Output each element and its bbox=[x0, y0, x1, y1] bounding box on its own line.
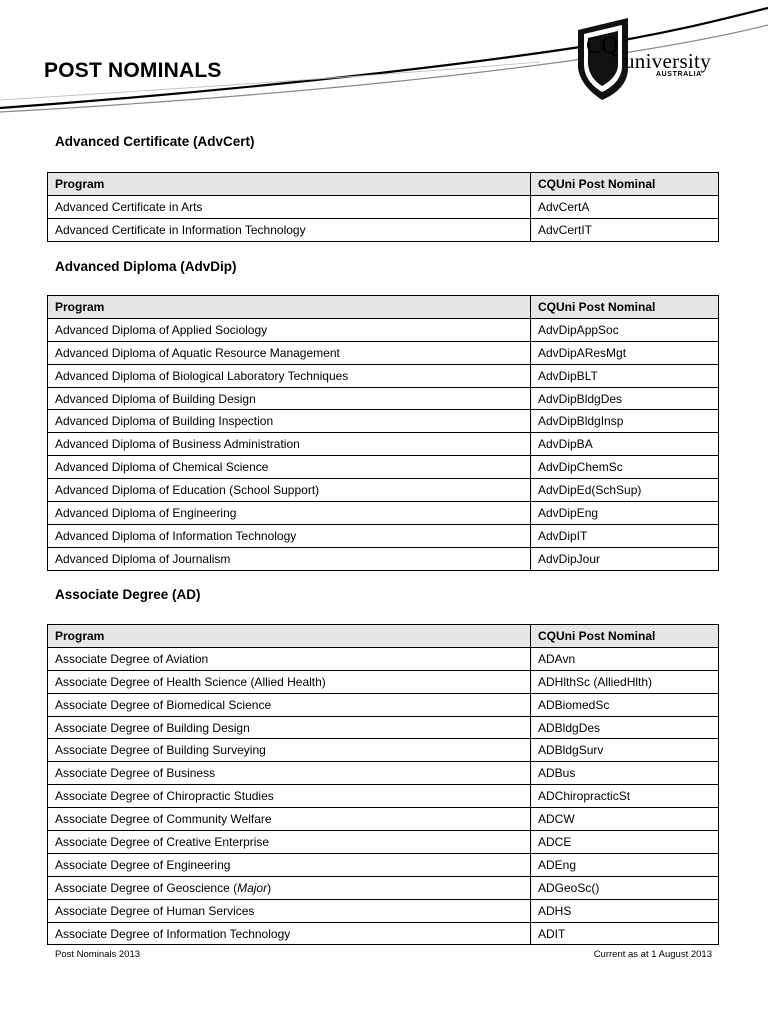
program-cell: Associate Degree of Business bbox=[48, 762, 531, 785]
post-nominal-cell: ADEng bbox=[531, 853, 719, 876]
table-header-row bbox=[48, 296, 719, 319]
logo-country-text: AUSTRALIA bbox=[656, 71, 702, 78]
program-cell: Associate Degree of Health Science (Allied Health) bbox=[48, 670, 531, 693]
table-advdip bbox=[47, 295, 719, 571]
footer-document-name: Post Nominals 2013 bbox=[55, 949, 141, 960]
program-cell: Associate Degree of Building Surveying bbox=[48, 739, 531, 762]
table-row bbox=[48, 670, 719, 693]
table-row bbox=[48, 899, 719, 922]
post-nominal-cell: ADCE bbox=[531, 831, 719, 854]
post-nominal-cell: AdvDipEng bbox=[531, 502, 719, 525]
section-heading-advcert: Advanced Certificate (AdvCert) bbox=[55, 134, 255, 149]
post-nominal-cell: AdvDipBldgInsp bbox=[531, 410, 719, 433]
column-header-post-nominal: CQUni Post Nominal bbox=[531, 173, 719, 196]
program-cell: Advanced Diploma of Applied Sociology bbox=[48, 318, 531, 341]
program-cell: Associate Degree of Building Design bbox=[48, 716, 531, 739]
post-nominal-cell: ADBus bbox=[531, 762, 719, 785]
column-header-program: Program bbox=[48, 296, 531, 319]
program-cell: Advanced Diploma of Information Technology bbox=[48, 524, 531, 547]
post-nominal-cell: ADGeoSc() bbox=[531, 876, 719, 899]
post-nominal-cell: AdvCertA bbox=[531, 195, 719, 218]
column-header-post-nominal: CQUni Post Nominal bbox=[531, 296, 719, 319]
program-cell: Advanced Diploma of Engineering bbox=[48, 502, 531, 525]
table-row bbox=[48, 853, 719, 876]
table-row bbox=[48, 479, 719, 502]
post-nominal-cell: AdvDipChemSc bbox=[531, 456, 719, 479]
table-row bbox=[48, 410, 719, 433]
program-cell: Advanced Diploma of Journalism bbox=[48, 547, 531, 570]
post-nominal-cell: AdvDipJour bbox=[531, 547, 719, 570]
column-header-program: Program bbox=[48, 625, 531, 648]
program-cell: Advanced Diploma of Chemical Science bbox=[48, 456, 531, 479]
program-cell: Associate Degree of Chiropractic Studies bbox=[48, 785, 531, 808]
page-title: POST NOMINALS bbox=[44, 59, 222, 82]
table-row bbox=[48, 739, 719, 762]
table-row bbox=[48, 218, 719, 241]
table-row bbox=[48, 195, 719, 218]
table-ad bbox=[47, 624, 719, 945]
post-nominal-cell: ADCW bbox=[531, 808, 719, 831]
table-row bbox=[48, 502, 719, 525]
post-nominal-cell: AdvDipBLT bbox=[531, 364, 719, 387]
post-nominal-cell: ADBiomedSc bbox=[531, 693, 719, 716]
table-row bbox=[48, 387, 719, 410]
column-header-post-nominal: CQUni Post Nominal bbox=[531, 625, 719, 648]
table-row bbox=[48, 433, 719, 456]
page-header bbox=[0, 0, 768, 115]
table-row bbox=[48, 647, 719, 670]
post-nominal-cell: ADBldgSurv bbox=[531, 739, 719, 762]
table-row bbox=[48, 693, 719, 716]
program-cell: Associate Degree of Geoscience (Major) bbox=[48, 876, 531, 899]
program-cell: Advanced Diploma of Business Administration bbox=[48, 433, 531, 456]
program-cell: Advanced Diploma of Building Inspection bbox=[48, 410, 531, 433]
table-row bbox=[48, 716, 719, 739]
table-row bbox=[48, 876, 719, 899]
program-cell: Associate Degree of Biomedical Science bbox=[48, 693, 531, 716]
post-nominal-cell: AdvDipEd(SchSup) bbox=[531, 479, 719, 502]
post-nominal-cell: ADHS bbox=[531, 899, 719, 922]
post-nominal-cell: AdvDipIT bbox=[531, 524, 719, 547]
program-cell: Advanced Diploma of Aquatic Resource Management bbox=[48, 341, 531, 364]
post-nominal-cell: ADIT bbox=[531, 922, 719, 945]
post-nominal-cell: AdvDipBldgDes bbox=[531, 387, 719, 410]
post-nominal-cell: ADAvn bbox=[531, 647, 719, 670]
table-row bbox=[48, 922, 719, 945]
table-row bbox=[48, 831, 719, 854]
table-row bbox=[48, 524, 719, 547]
table-row bbox=[48, 456, 719, 479]
program-cell: Advanced Diploma of Education (School Support) bbox=[48, 479, 531, 502]
table-row bbox=[48, 762, 719, 785]
program-cell: Associate Degree of Human Services bbox=[48, 899, 531, 922]
table-row bbox=[48, 785, 719, 808]
table-advcert bbox=[47, 172, 719, 242]
logo-university-text: university bbox=[624, 49, 711, 73]
post-nominal-cell: AdvDipBA bbox=[531, 433, 719, 456]
table-row bbox=[48, 318, 719, 341]
post-nominal-cell: AdvCertIT bbox=[531, 218, 719, 241]
cquniversity-logo bbox=[572, 16, 732, 102]
table-row bbox=[48, 808, 719, 831]
footer-date: Current as at 1 August 2013 bbox=[593, 949, 712, 960]
table-row bbox=[48, 547, 719, 570]
table-header-row bbox=[48, 173, 719, 196]
program-cell: Associate Degree of Engineering bbox=[48, 853, 531, 876]
column-header-program: Program bbox=[48, 173, 531, 196]
program-cell: Associate Degree of Information Technology bbox=[48, 922, 531, 945]
section-heading-advdip: Advanced Diploma (AdvDip) bbox=[55, 259, 237, 274]
program-cell: Advanced Diploma of Building Design bbox=[48, 387, 531, 410]
post-nominal-cell: ADHlthSc (AlliedHlth) bbox=[531, 670, 719, 693]
section-heading-ad: Associate Degree (AD) bbox=[55, 587, 201, 602]
table-row bbox=[48, 364, 719, 387]
program-cell: Advanced Certificate in Information Technology bbox=[48, 218, 531, 241]
post-nominal-cell: AdvDipAResMgt bbox=[531, 341, 719, 364]
logo-cq-text: CQ bbox=[586, 33, 618, 59]
post-nominal-cell: AdvDipAppSoc bbox=[531, 318, 719, 341]
post-nominal-cell: ADBldgDes bbox=[531, 716, 719, 739]
program-cell: Associate Degree of Community Welfare bbox=[48, 808, 531, 831]
program-cell: Associate Degree of Creative Enterprise bbox=[48, 831, 531, 854]
major-placeholder: Major bbox=[237, 880, 268, 895]
post-nominal-cell: ADChiropracticSt bbox=[531, 785, 719, 808]
program-cell: Advanced Certificate in Arts bbox=[48, 195, 531, 218]
table-header-row bbox=[48, 625, 719, 648]
program-cell: Associate Degree of Aviation bbox=[48, 647, 531, 670]
program-cell: Advanced Diploma of Biological Laboratory Techniques bbox=[48, 364, 531, 387]
table-row bbox=[48, 341, 719, 364]
